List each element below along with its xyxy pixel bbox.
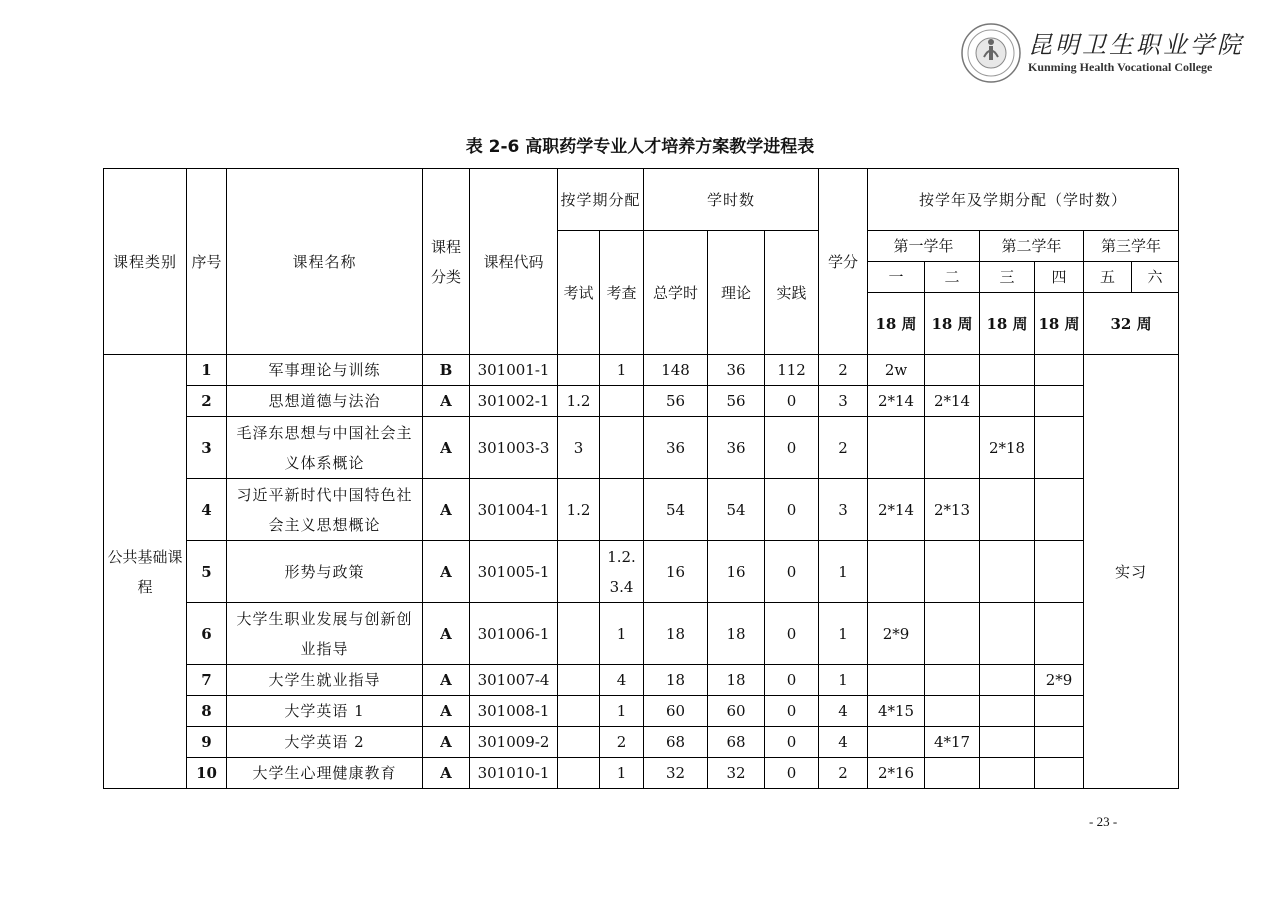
row-course-type: A bbox=[423, 386, 470, 417]
row-practice: 0 bbox=[765, 665, 819, 696]
row-sem2 bbox=[925, 665, 980, 696]
row-course-type: A bbox=[423, 603, 470, 665]
row-sem4 bbox=[1035, 758, 1084, 789]
row-course-name: 思想道德与法治 bbox=[227, 386, 423, 417]
row-sem4 bbox=[1035, 727, 1084, 758]
row-check: 4 bbox=[600, 665, 644, 696]
row-course-name: 大学生职业发展与创新创业指导 bbox=[227, 603, 423, 665]
row-credit: 3 bbox=[819, 479, 868, 541]
header-assessment: 按学期分配 bbox=[558, 169, 644, 231]
row-sem3 bbox=[980, 386, 1035, 417]
row-exam: 1.2 bbox=[558, 386, 600, 417]
row-practice: 112 bbox=[765, 355, 819, 386]
row-total-hours: 18 bbox=[644, 665, 708, 696]
row-sem4 bbox=[1035, 417, 1084, 479]
row-check: 1 bbox=[600, 355, 644, 386]
row-sem2 bbox=[925, 541, 980, 603]
college-name-cn: 昆明卫生职业学院 bbox=[1028, 31, 1244, 59]
row-total-hours: 56 bbox=[644, 386, 708, 417]
row-sem1 bbox=[868, 665, 925, 696]
row-check bbox=[600, 417, 644, 479]
header-practice: 实践 bbox=[765, 231, 819, 355]
table-row bbox=[104, 541, 1179, 603]
row-sem3 bbox=[980, 727, 1035, 758]
row-course-code: 301005-1 bbox=[470, 541, 558, 603]
row-credit: 4 bbox=[819, 696, 868, 727]
row-theory: 18 bbox=[708, 603, 765, 665]
row-course-type: A bbox=[423, 541, 470, 603]
row-course-type: A bbox=[423, 417, 470, 479]
row-seq: 8 bbox=[187, 696, 227, 727]
header-year2: 第二学年 bbox=[980, 231, 1084, 262]
row-sem2: 4*17 bbox=[925, 727, 980, 758]
row-exam bbox=[558, 541, 600, 603]
teaching-plan-table bbox=[103, 168, 1179, 789]
header-sem2: 二 bbox=[925, 262, 980, 293]
row-sem1: 2*14 bbox=[868, 386, 925, 417]
row-total-hours: 68 bbox=[644, 727, 708, 758]
header-hours: 学时数 bbox=[644, 169, 819, 231]
row-theory: 36 bbox=[708, 355, 765, 386]
row-theory: 54 bbox=[708, 479, 765, 541]
row-sem2 bbox=[925, 417, 980, 479]
row-seq: 3 bbox=[187, 417, 227, 479]
internship-cell: 实习 bbox=[1084, 355, 1179, 789]
row-practice: 0 bbox=[765, 758, 819, 789]
page-header bbox=[960, 22, 1244, 84]
row-sem3 bbox=[980, 479, 1035, 541]
row-total-hours: 32 bbox=[644, 758, 708, 789]
row-course-type: A bbox=[423, 696, 470, 727]
row-course-name: 大学英语 2 bbox=[227, 727, 423, 758]
row-credit: 1 bbox=[819, 665, 868, 696]
row-total-hours: 54 bbox=[644, 479, 708, 541]
row-sem1 bbox=[868, 417, 925, 479]
row-theory: 60 bbox=[708, 696, 765, 727]
header-year1: 第一学年 bbox=[868, 231, 980, 262]
row-check: 2 bbox=[600, 727, 644, 758]
table-row bbox=[104, 665, 1179, 696]
header-theory: 理论 bbox=[708, 231, 765, 355]
header-course-type: 课程分类 bbox=[423, 169, 470, 355]
row-practice: 0 bbox=[765, 541, 819, 603]
row-check: 1.2.3.4 bbox=[600, 541, 644, 603]
header-sem3: 三 bbox=[980, 262, 1035, 293]
header-course-name: 课程名称 bbox=[227, 169, 423, 355]
table-row bbox=[104, 479, 1179, 541]
row-sem1: 2*14 bbox=[868, 479, 925, 541]
row-course-code: 301008-1 bbox=[470, 696, 558, 727]
row-sem3 bbox=[980, 603, 1035, 665]
row-practice: 0 bbox=[765, 603, 819, 665]
row-exam: 1.2 bbox=[558, 479, 600, 541]
college-seal-logo bbox=[960, 22, 1022, 84]
row-theory: 18 bbox=[708, 665, 765, 696]
row-seq: 6 bbox=[187, 603, 227, 665]
row-sem2 bbox=[925, 758, 980, 789]
row-total-hours: 36 bbox=[644, 417, 708, 479]
row-seq: 7 bbox=[187, 665, 227, 696]
row-course-name: 大学生心理健康教育 bbox=[227, 758, 423, 789]
row-seq: 2 bbox=[187, 386, 227, 417]
header-weeks4: 18 周 bbox=[1035, 293, 1084, 355]
header-seq: 序号 bbox=[187, 169, 227, 355]
row-course-code: 301006-1 bbox=[470, 603, 558, 665]
row-seq: 5 bbox=[187, 541, 227, 603]
row-total-hours: 60 bbox=[644, 696, 708, 727]
header-year3: 第三学年 bbox=[1084, 231, 1179, 262]
row-check: 1 bbox=[600, 696, 644, 727]
header-credits: 学分 bbox=[819, 169, 868, 355]
row-sem3 bbox=[980, 758, 1035, 789]
row-credit: 2 bbox=[819, 355, 868, 386]
row-practice: 0 bbox=[765, 696, 819, 727]
row-sem1: 2*16 bbox=[868, 758, 925, 789]
row-course-name: 大学英语 1 bbox=[227, 696, 423, 727]
row-exam bbox=[558, 355, 600, 386]
header-sem5: 五 bbox=[1084, 262, 1132, 293]
row-course-code: 301002-1 bbox=[470, 386, 558, 417]
row-sem1: 2*9 bbox=[868, 603, 925, 665]
header-weeks1: 18 周 bbox=[868, 293, 925, 355]
header-weeks3: 18 周 bbox=[980, 293, 1035, 355]
row-exam: 3 bbox=[558, 417, 600, 479]
row-course-name: 军事理论与训练 bbox=[227, 355, 423, 386]
row-exam bbox=[558, 665, 600, 696]
row-practice: 0 bbox=[765, 386, 819, 417]
header-distribution: 按学年及学期分配（学时数） bbox=[868, 169, 1179, 231]
row-total-hours: 16 bbox=[644, 541, 708, 603]
row-course-type: A bbox=[423, 479, 470, 541]
row-theory: 36 bbox=[708, 417, 765, 479]
header-sem4: 四 bbox=[1035, 262, 1084, 293]
row-sem4 bbox=[1035, 355, 1084, 386]
row-theory: 16 bbox=[708, 541, 765, 603]
row-sem3 bbox=[980, 665, 1035, 696]
header-weeks2: 18 周 bbox=[925, 293, 980, 355]
row-theory: 56 bbox=[708, 386, 765, 417]
row-sem1 bbox=[868, 541, 925, 603]
row-sem4 bbox=[1035, 541, 1084, 603]
header-sem1: 一 bbox=[868, 262, 925, 293]
row-sem4 bbox=[1035, 479, 1084, 541]
row-course-code: 301009-2 bbox=[470, 727, 558, 758]
page-number: - 23 - bbox=[1089, 814, 1118, 829]
table-row bbox=[104, 758, 1179, 789]
row-exam bbox=[558, 603, 600, 665]
table-row bbox=[104, 696, 1179, 727]
row-practice: 0 bbox=[765, 727, 819, 758]
row-exam bbox=[558, 727, 600, 758]
row-sem2: 2*14 bbox=[925, 386, 980, 417]
row-sem1: 2w bbox=[868, 355, 925, 386]
row-course-code: 301004-1 bbox=[470, 479, 558, 541]
header-total-hours: 总学时 bbox=[644, 231, 708, 355]
row-course-type: A bbox=[423, 665, 470, 696]
row-check bbox=[600, 479, 644, 541]
row-practice: 0 bbox=[765, 479, 819, 541]
row-sem1 bbox=[868, 727, 925, 758]
row-credit: 1 bbox=[819, 603, 868, 665]
row-course-type: A bbox=[423, 758, 470, 789]
row-course-type: A bbox=[423, 727, 470, 758]
table-row bbox=[104, 603, 1179, 665]
row-sem1: 4*15 bbox=[868, 696, 925, 727]
row-total-hours: 148 bbox=[644, 355, 708, 386]
row-credit: 2 bbox=[819, 417, 868, 479]
row-sem3: 2*18 bbox=[980, 417, 1035, 479]
header-sem6: 六 bbox=[1132, 262, 1179, 293]
row-exam bbox=[558, 758, 600, 789]
header-exam: 考试 bbox=[558, 231, 600, 355]
row-course-type: B bbox=[423, 355, 470, 386]
row-seq: 1 bbox=[187, 355, 227, 386]
row-sem2 bbox=[925, 696, 980, 727]
table-row bbox=[104, 355, 1179, 386]
row-sem4 bbox=[1035, 603, 1084, 665]
row-check: 1 bbox=[600, 603, 644, 665]
row-course-name: 大学生就业指导 bbox=[227, 665, 423, 696]
row-course-code: 301003-3 bbox=[470, 417, 558, 479]
row-seq: 4 bbox=[187, 479, 227, 541]
row-course-name: 习近平新时代中国特色社会主义思想概论 bbox=[227, 479, 423, 541]
row-seq: 9 bbox=[187, 727, 227, 758]
row-sem4 bbox=[1035, 386, 1084, 417]
row-course-name: 形势与政策 bbox=[227, 541, 423, 603]
row-sem2: 2*13 bbox=[925, 479, 980, 541]
header-course-code: 课程代码 bbox=[470, 169, 558, 355]
row-credit: 1 bbox=[819, 541, 868, 603]
category-cell: 公共基础课程 bbox=[104, 355, 187, 789]
row-seq: 10 bbox=[187, 758, 227, 789]
row-sem4 bbox=[1035, 696, 1084, 727]
row-credit: 2 bbox=[819, 758, 868, 789]
row-theory: 32 bbox=[708, 758, 765, 789]
college-name-en: Kunming Health Vocational College bbox=[1028, 60, 1213, 74]
row-theory: 68 bbox=[708, 727, 765, 758]
row-course-code: 301007-4 bbox=[470, 665, 558, 696]
row-sem4: 2*9 bbox=[1035, 665, 1084, 696]
row-credit: 3 bbox=[819, 386, 868, 417]
row-course-name: 毛泽东思想与中国社会主义体系概论 bbox=[227, 417, 423, 479]
row-sem2 bbox=[925, 355, 980, 386]
row-check: 1 bbox=[600, 758, 644, 789]
row-course-code: 301010-1 bbox=[470, 758, 558, 789]
row-credit: 4 bbox=[819, 727, 868, 758]
header-weeks56: 32 周 bbox=[1084, 293, 1179, 355]
row-course-code: 301001-1 bbox=[470, 355, 558, 386]
header-category: 课程类别 bbox=[104, 169, 187, 355]
row-exam bbox=[558, 696, 600, 727]
row-total-hours: 18 bbox=[644, 603, 708, 665]
row-sem3 bbox=[980, 355, 1035, 386]
table-row bbox=[104, 727, 1179, 758]
table-row bbox=[104, 417, 1179, 479]
table-row bbox=[104, 386, 1179, 417]
row-sem3 bbox=[980, 696, 1035, 727]
row-sem2 bbox=[925, 603, 980, 665]
row-sem3 bbox=[980, 541, 1035, 603]
table-title: 表 2-6 高职药学专业人才培养方案教学进程表 bbox=[465, 137, 815, 157]
row-practice: 0 bbox=[765, 417, 819, 479]
header-check: 考查 bbox=[600, 231, 644, 355]
row-check bbox=[600, 386, 644, 417]
